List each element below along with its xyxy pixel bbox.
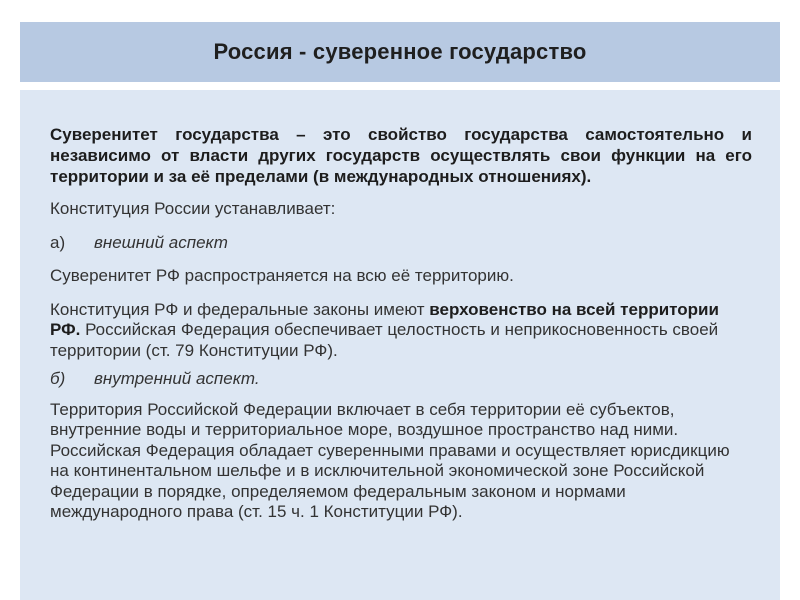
supremacy-rest: Российская Федерация обеспечивает целостность и неприкосновенность своей территории (ст. 79 Конституции РФ). [50,320,719,360]
title-bar [20,22,780,82]
sovereignty-extent: Суверенитет РФ распространяется на всю её территорию. [50,266,514,285]
list-marker-b: б) [50,369,66,388]
sovereignty-definition: Суверенитет государства – это свойство государства самостоятельно и независимо от власти других государств осуществлять свои функции на его территории и за её пределами (в международных отношениях). [50,125,752,186]
internal-aspect-label: внутренний аспект. [94,369,260,388]
supremacy-lead: Конституция РФ и федеральные законы имеют [50,299,430,319]
content-text [50,124,752,523]
territory-paragraph: Территория Российской Федерации включает в себя территории её субъектов, внутренние воды и территориальное море, воздушное пространство над ними. Российская Федерация обладает суверенными правами и осуществляет юрисдикцию на континентальном шельфе и в исключительной экономической зоне Российской Федерации в порядке, определяемом федеральным законом и нормами международного права (ст. 15 ч. 1 Конституции РФ). [50,399,730,521]
list-item-external [50,233,752,254]
external-aspect-label: внешний аспект [94,232,228,252]
supremacy-paragraph [50,300,752,362]
supremacy-bold: верховенство на всей территории РФ. [50,299,719,339]
constitution-intro: Конституция России устанавливает: [50,199,336,218]
slide-title: Россия - суверенное государство [213,39,587,64]
content-box [20,90,780,600]
list-item-internal [50,369,752,390]
list-marker-a: а) [50,232,66,252]
